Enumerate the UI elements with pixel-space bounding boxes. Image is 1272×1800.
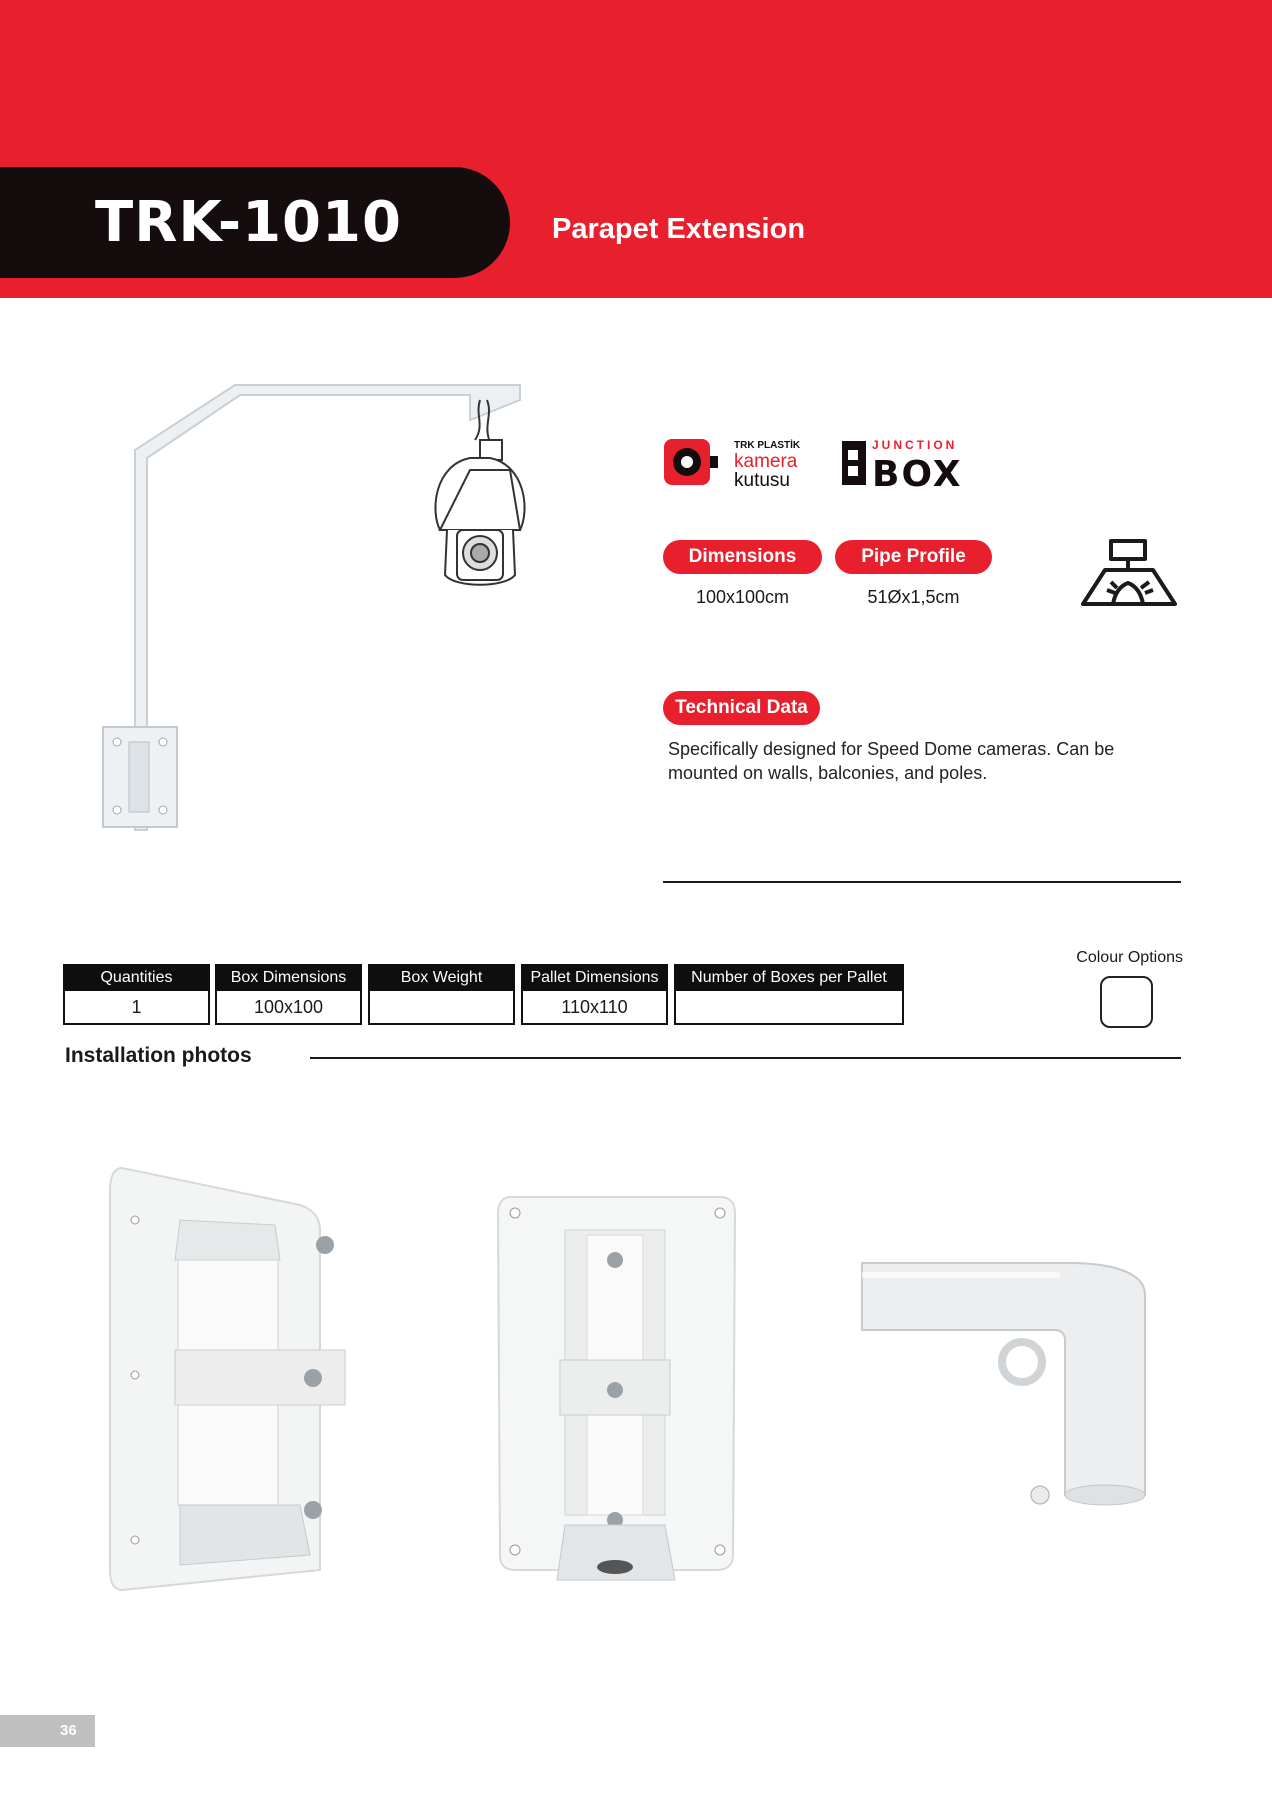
kamera-logo-line1: TRK PLASTİK bbox=[734, 440, 801, 451]
technical-data-label: Technical Data bbox=[663, 691, 820, 725]
colour-options-label: Colour Options bbox=[1076, 949, 1183, 966]
table-header: Number of Boxes per Pallet bbox=[674, 964, 904, 991]
dimensions-label: Dimensions bbox=[663, 540, 822, 574]
page-number: 36 bbox=[60, 1722, 77, 1739]
junction-logo-word1: JUNCTION bbox=[872, 438, 958, 452]
product-name: Parapet Extension bbox=[552, 213, 806, 245]
kamera-logo-line2: kamera bbox=[734, 451, 798, 472]
table-header: Pallet Dimensions bbox=[521, 964, 668, 991]
pipe-profile-label: Pipe Profile bbox=[835, 540, 992, 574]
table-header: Quantities bbox=[63, 964, 210, 991]
product-illustration bbox=[95, 370, 575, 840]
model-code: TRK-1010 bbox=[95, 190, 402, 255]
technical-data-text: Specifically designed for Speed Dome cameras. Can be mounted on walls, balconies, and poles. bbox=[668, 739, 1115, 783]
installation-photo-wall-plate-front bbox=[495, 1195, 740, 1590]
kamera-kutusu-logo bbox=[662, 436, 812, 491]
pipe-profile-value: 51Øx1,5cm bbox=[867, 587, 960, 607]
page-number-box bbox=[0, 1715, 95, 1747]
installation-photo-wall-plate-side bbox=[100, 1160, 350, 1600]
dimensions-value: 100x100cm bbox=[695, 587, 790, 607]
table-cell bbox=[368, 991, 515, 1025]
section-divider bbox=[663, 881, 1181, 883]
table-cell bbox=[674, 991, 904, 1025]
table-header: Box Weight bbox=[368, 964, 515, 991]
table-cell: 1 bbox=[63, 991, 210, 1025]
table-cell: 110x110 bbox=[521, 991, 668, 1025]
kamera-logo-line3: kutusu bbox=[734, 470, 790, 491]
installation-photo-pipe-elbow bbox=[860, 1245, 1160, 1530]
junction-box-logo bbox=[842, 436, 977, 491]
colour-swatch-white[interactable] bbox=[1100, 976, 1153, 1028]
parapet-mount-icon bbox=[1075, 538, 1183, 610]
installation-photos-title: Installation photos bbox=[65, 1044, 252, 1067]
junction-logo-word2: BOX bbox=[872, 454, 963, 491]
installation-divider bbox=[310, 1057, 1181, 1059]
table-cell: 100x100 bbox=[215, 991, 362, 1025]
table-header: Box Dimensions bbox=[215, 964, 362, 991]
